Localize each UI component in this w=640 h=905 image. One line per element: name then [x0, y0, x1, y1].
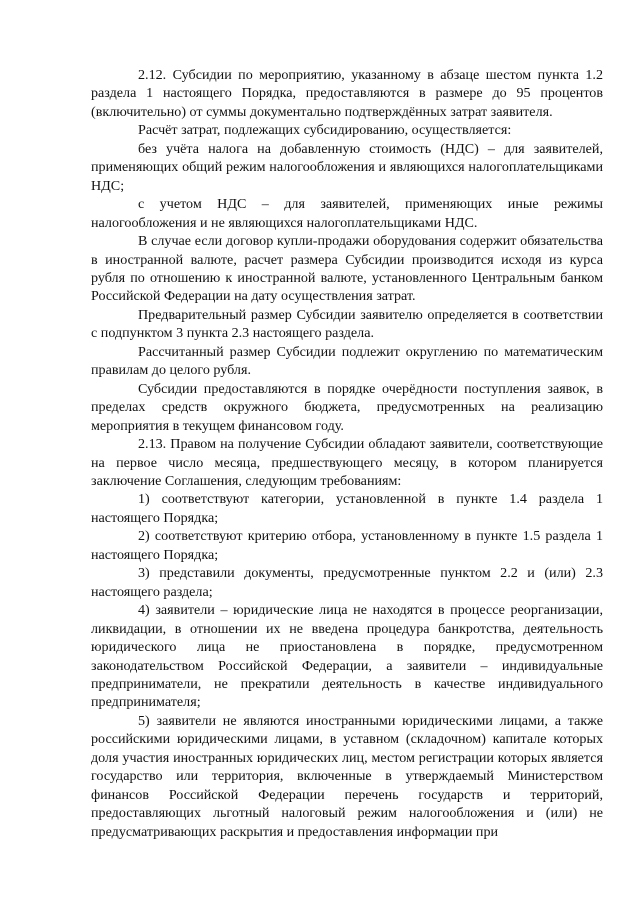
list-item-1: 1) соответствуют категории, установленной в пункте 1.4 раздела 1 настоящего Порядка;: [91, 491, 603, 526]
paragraph-without-vat: без учёта налога на добавленную стоимость (НДС) – для заявителей, применяющих общий режим налогообложения и являющихся налогоплательщиками НДС;: [91, 140, 603, 194]
paragraph-2-13: 2.13. Правом на получение Субсидии обладают заявители, соответствующие на первое число месяца, предшествующего месяцу, в котором планируется заключение Соглашения, следующим требованиям:: [91, 436, 603, 489]
paragraph-foreign-currency: В случае если договор купли-продажи оборудования содержит обязательства в иностранной валюте, расчет размера Субсидии производится исходя из курса рубля по отношению к иностранной валюте, установленного Центральным банком Российской Федерации на дату осуществления затрат.: [91, 233, 603, 305]
list-item-5: 5) заявители не являются иностранными юридическими лицами, а также российскими юридическими лицами, в уставном (складочном) капитале которых доля участия иностранных юридических лиц, местом регистрации которых является государство или территория, включенные в утверждаемый Министерством финансов Российской Федерации перечень государств и территорий, предоставляющих льготный налоговый режим налогообложения и (или) не предусматривающих раскрытия и предоставления информации при: [91, 712, 603, 840]
list-item-3: 3) представили документы, предусмотренные пунктом 2.2 и (или) 2.3 настоящего раздела;: [91, 565, 603, 600]
paragraph-queue-order: Субсидии предоставляются в порядке очерёдности поступления заявок, в пределах средств окружного бюджета, предусмотренных на реализацию мероприятия в текущем финансовом году.: [91, 380, 603, 434]
paragraph-rounding: Рассчитанный размер Субсидии подлежит округлению по математическим правилам до целого рубля.: [91, 343, 603, 379]
paragraph-2-12: 2.12. Субсидии по мероприятию, указанному в абзаце шестом пункта 1.2 раздела 1 настоящего Порядка, предоставляются в размере до 95 процентов (включительно) от суммы документально подтверждённых затрат заявителя.: [91, 67, 603, 120]
paragraph-cost-calculation: Расчёт затрат, подлежащих субсидированию, осуществляется:: [138, 122, 512, 139]
list-item-2: 2) соответствуют критерию отбора, установленному в пункте 1.5 раздела 1 настоящего Порядка;: [91, 528, 603, 563]
paragraph-preliminary-amount: Предварительный размер Субсидии заявителю определяется в соответствии с подпунктом 3 пункта 2.3 настоящего раздела.: [91, 306, 603, 342]
list-item-4: 4) заявители – юридические лица не находятся в процессе реорганизации, ликвидации, в отношении их не введена процедура банкротства, деятельность юридического лица не приостановлена в порядке, предусмотренном законодательством Российской Федерации, а заявители – индивидуальные предприниматели, не прекратили деятельность в качестве индивидуального предпринимателя;: [91, 602, 603, 711]
document-body: [91, 66, 603, 841]
paragraph-with-vat: с учетом НДС – для заявителей, применяющих иные режимы налогообложения и не являющихся налогоплательщиками НДС.: [91, 196, 603, 231]
